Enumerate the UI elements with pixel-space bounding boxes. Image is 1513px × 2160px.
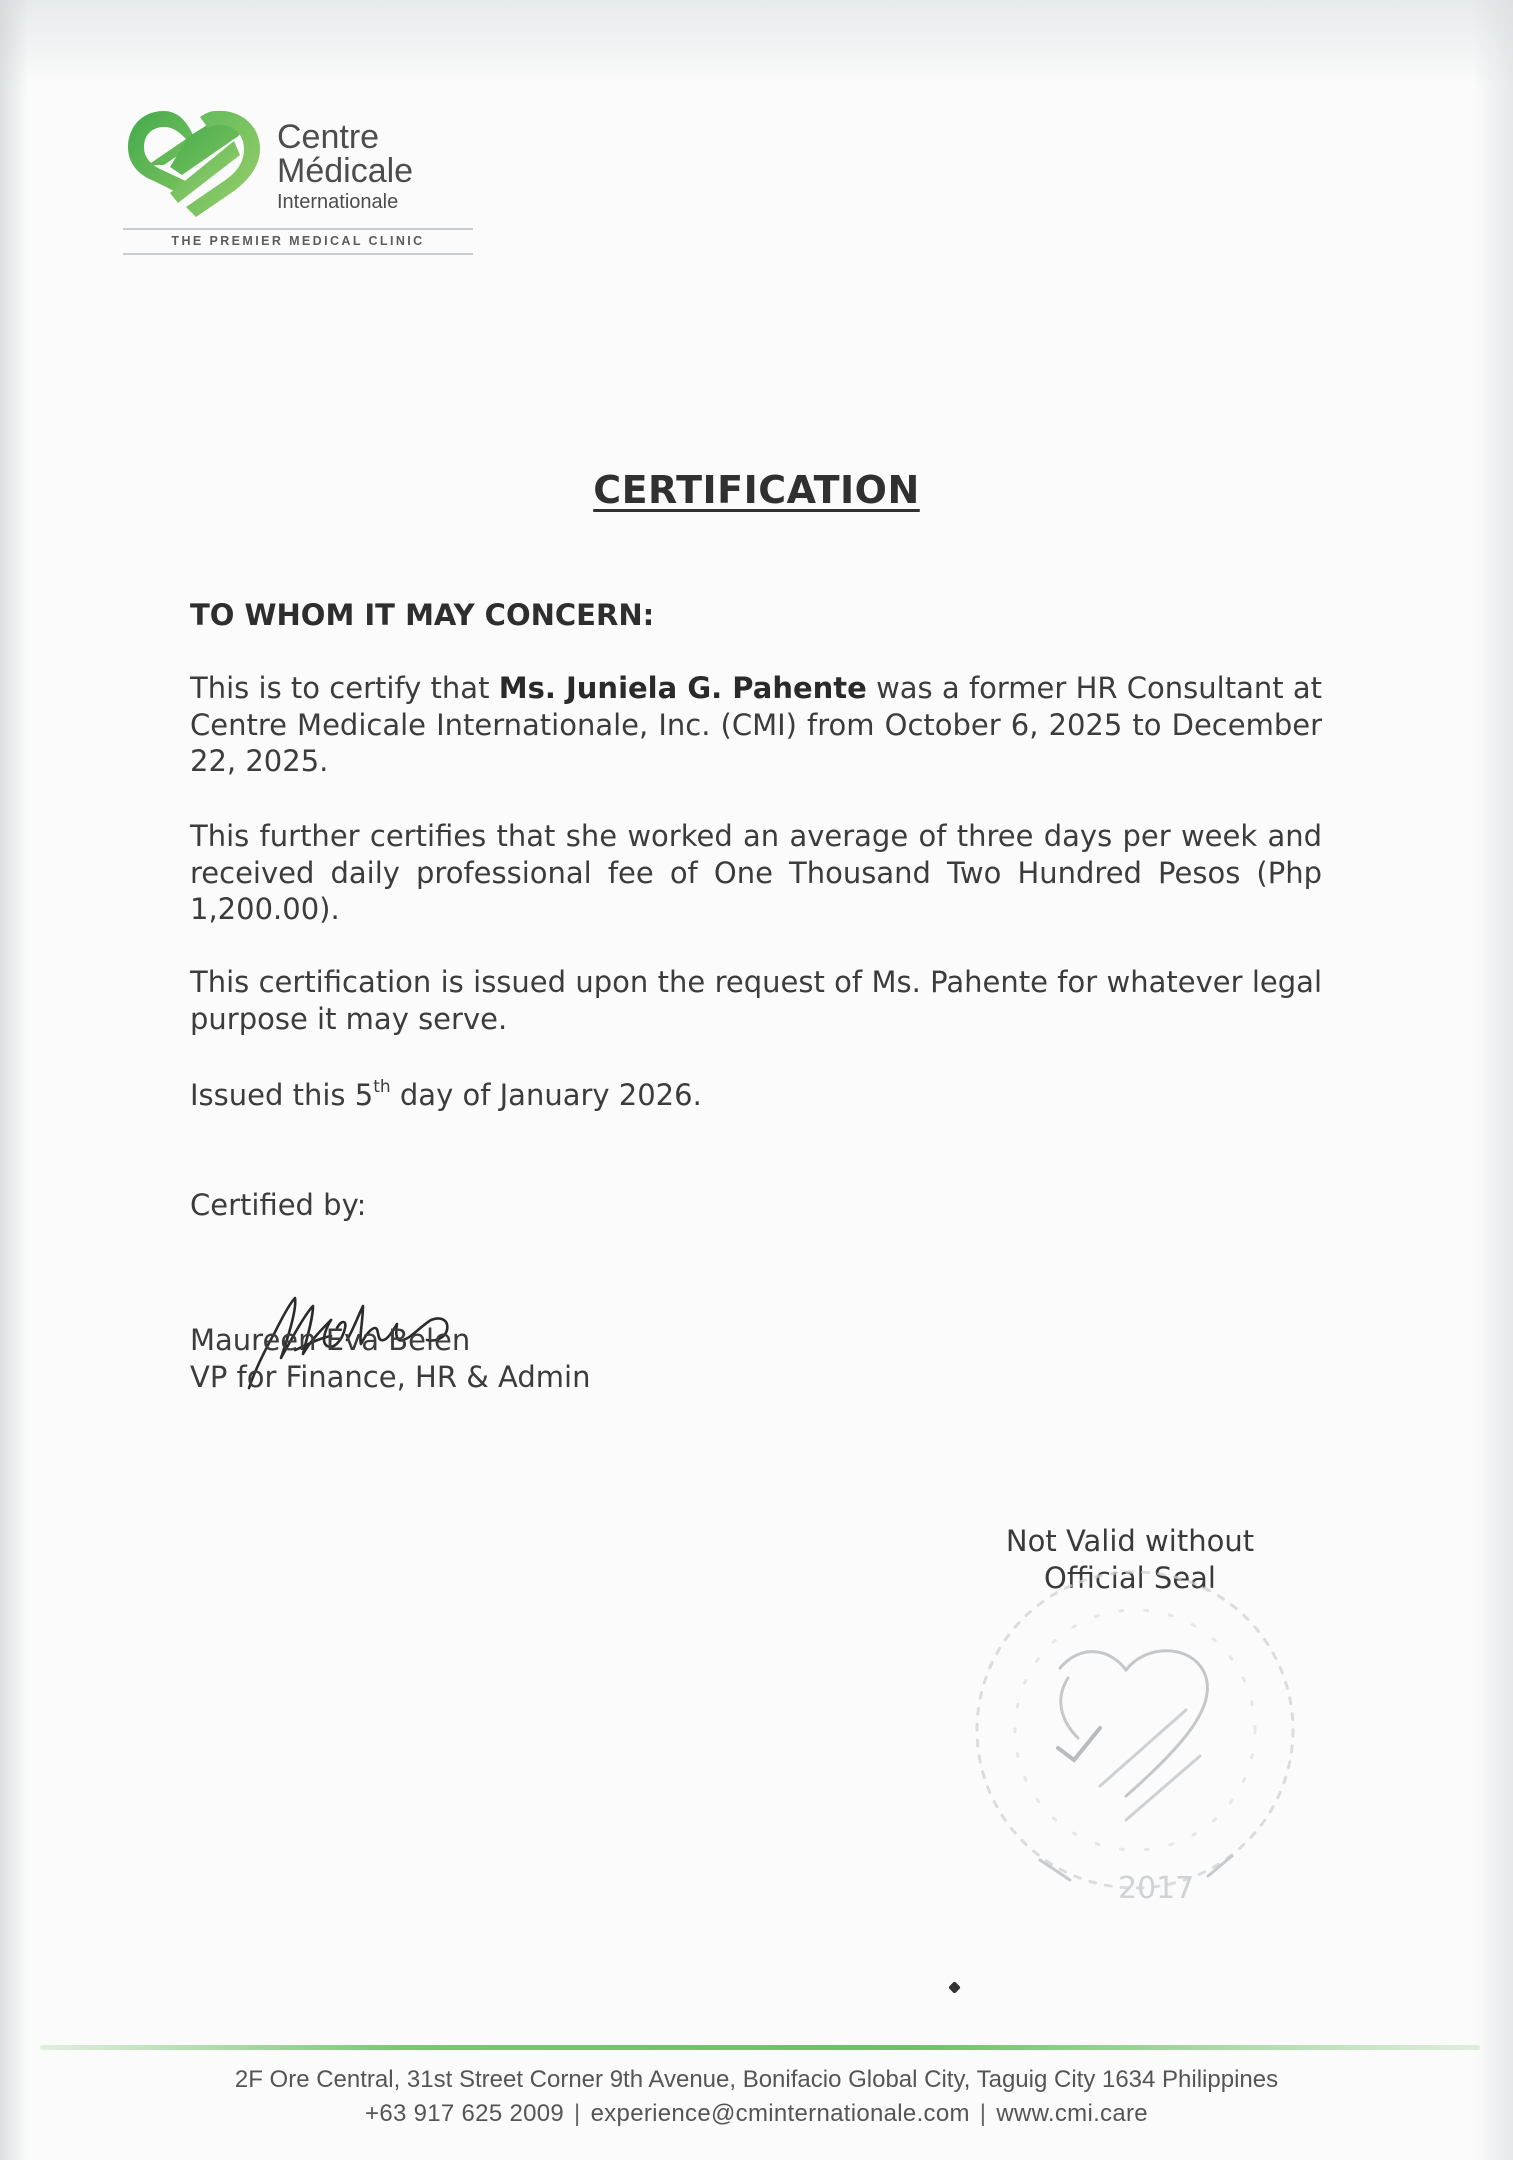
scan-shadow-top [0, 0, 1513, 90]
logo-line-medicale: Médicale [277, 152, 414, 190]
logo-rule-bottom [123, 253, 473, 255]
paragraph-intro: This is to certify that [190, 671, 499, 705]
logo-rule-top [123, 228, 473, 230]
salutation: TO WHOM IT MAY CONCERN: [190, 598, 655, 632]
page-title [0, 468, 1513, 512]
issued-suffix: day of January 2026. [390, 1078, 702, 1112]
paragraph-fee: This further certifies that she worked an average of three days per week and received daily professional fee of One Thousand Two Hundred Pesos (Php 1,200.00). [190, 819, 1322, 926]
scan-shadow-left [0, 0, 28, 2160]
logo-line-centre: Centre [277, 118, 380, 156]
seal-year: 2017 [1118, 1871, 1195, 1900]
signer-title: VP for Finance, HR & Admin [190, 1360, 591, 1394]
issued-date [190, 1078, 702, 1112]
footer-separator: | [979, 2100, 987, 2127]
seal-note-line1: Not Valid without [1005, 1524, 1255, 1558]
seal-note-line2: Official Seal [1044, 1561, 1216, 1595]
footer-phone: +63 917 625 2009 [365, 2100, 565, 2127]
footer-address: 2F Ore Central, 31st Street Corner 9th Avenue, Bonifacio Global City, Taguig City 1634 Philippines [234, 2066, 1279, 2093]
scan-shadow-right [1473, 0, 1513, 2160]
certified-by-label: Certified by: [190, 1188, 367, 1222]
logo-line-internationale: Internationale [277, 191, 399, 213]
footer-contacts [0, 2100, 1513, 2128]
footer-website[interactable]: www.cmi.care [996, 2100, 1148, 2127]
employee-name: Ms. Juniela G. Pahente [498, 671, 867, 705]
scan-speck [948, 1981, 961, 1994]
logo-tagline: THE PREMIER MEDICAL CLINIC [171, 234, 425, 248]
paragraph-employment [190, 670, 1322, 780]
issued-ordinal: th [373, 1077, 391, 1097]
footer-email[interactable]: experience@cminternationale.com [590, 2100, 970, 2127]
heart-logo-icon [124, 103, 266, 221]
logo-wordmark [277, 120, 413, 212]
paragraph-purpose: This certification is issued upon the request of Ms. Pahente for whatever legal purpose it may serve. [190, 965, 1322, 1036]
signer-name: Maureen Eva Belen [190, 1323, 471, 1357]
title-text: CERTIFICATION [593, 468, 920, 512]
footer-separator: | [574, 2100, 581, 2127]
issued-prefix: Issued this 5 [190, 1078, 374, 1112]
paragraph-rest: was a former HR Consultant at Centre Medicale Internationale, Inc. (CMI) from October 6, 2025 to December 22, 2025. [190, 671, 1322, 778]
footer-rule [40, 2045, 1480, 2050]
embossed-seal-icon [950, 1560, 1320, 1900]
